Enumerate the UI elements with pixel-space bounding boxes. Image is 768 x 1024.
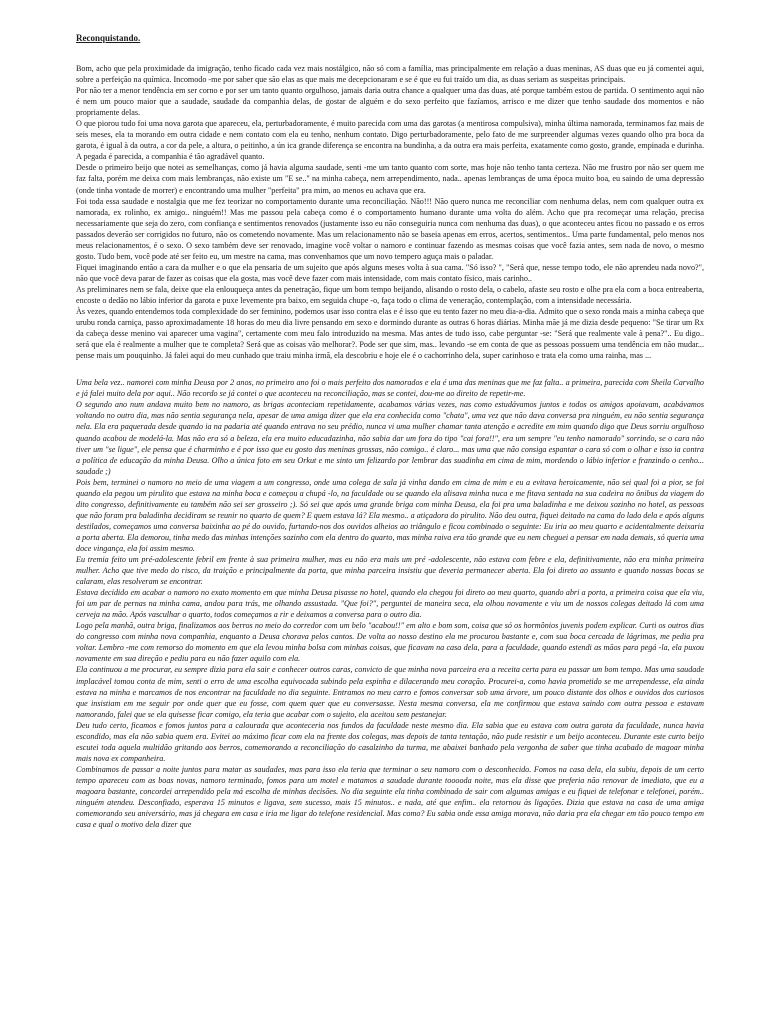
paragraph: Estava decidido em acabar o namoro no exato momento em que minha Deusa pisasse no hotel, quando ela chegou foi direto ao meu quarto, quando abri a porta, a primeira coisa que ela viu, foi um par de pernas na minha cama, andou para trás, me olhando assustada. "Que foi?", perguntei de maneira seca, ela olhou novamente e viu um de nossos colegas deitado lá com uma cerveja na mão. Após vasculhar o quarto, todos começamos a rir e deixamos a conversa para o outro dia. [76, 588, 704, 620]
section-1 [76, 63, 704, 361]
section-2 [76, 377, 704, 830]
paragraph: Foi toda essa saudade e nostalgia que me fez teorizar no comportamento durante uma reconciliação. Não!!! Não quero nunca me reconciliar com nenhuma delas, nem com qualquer outra ex namorada, ex rolinho, ex amigo.. ninguém!! Mas me passou pela cabeça como é o comportamento humano durante uma volta do além. Acho que pra recomeçar uma relação, precisa necessariamente que seja do zero, com confiança e sentimentos renovados (justamente isso eu não conseguiria nunca com nenhuma das duas), o que aconteceu antes ficou no passado e os erros passados deverão ser corrigidos no futuro, não os cometendo novamente. Mas um relacionamento não se baseia apenas em erros, acertos, sentimentos.. Uma parte fundamental, pelo menos nos meus relacionamentos, é o sexo. O sexo também deve ser renovado, imagine você voltar o namoro e continuar fazendo as mesmas coisas que você fazia antes, sem nada de novo, o mesmo gosto. Tudo bem, você pode até ser feito eu, um mestre na cama, mas convenhamos que um novo tempero aguça mais o paladar. [76, 196, 704, 261]
section-spacer [76, 361, 704, 377]
paragraph: Ela continuou a me procurar, eu sempre dizia para ela sair e conhecer outros caras, convicto de que minha nova parceira era a receita certa para eu passar um bom tempo. Mas uma saudade implacável tomou conta de mim, senti o erro de uma escolha equivocada subindo pela espinha e dilacerando meu coração. Procurei-a, como havia prometido se me arrependesse, ela ainda estava na minha e marcamos de nos encontrar na faculdade no dia seguinte. Entramos no meu carro e fomos conversar sob uma árvore, um pouco distante dos olhos e ouvidos dos curiosos que insistiam em me seguir por onde quer que eu fosse, com quem quer que eu conversasse. Nesta mesma conversa, ela me confirmou que estava saindo com outra pessoa e estavam namorando, falei que se ela quisesse ficar comigo, ela teria que acabar com o sujeito, ela aceitou sem pestanejar. [76, 665, 704, 719]
paragraph: Por não ter a menor tendência em ser corno e por ser um tanto quanto orgulhoso, jamais daria outra chance a qualquer uma das duas, até porque também estou de partida. O sentimento aqui não é nem um pouco maior que a saudade, saudade da companhia delas, de gostar de alguém e do sexo perfeito que fazíamos, arrisco e me dizer que tenho saudade dos momentos e não propriamente delas. [76, 86, 704, 118]
paragraph: Fiquei imaginando então a cara da mulher e o que ela pensaria de um sujeito que após alguns meses volta à sua cama. "Só isso? ", "Será que, nesse tempo todo, ele não aprendeu nada novo?", não que você deva parar de fazer as coisas que ela gosta, mas você deve fazer com mais intensidade, com mais contato físico, mais carinho.. [76, 262, 704, 283]
paragraph: Uma bela vez.. namorei com minha Deusa por 2 anos, no primeiro ano foi o mais perfeito dos namorados e ela é uma das meninas que me faz falta.. a primeira, parecida com Sheila Carvalho e já falei muito dela por aqui.. Não recordo se já contei o que aconteceu na reconciliação, mas se contei, dou-me ao direito de repetir-me. [76, 378, 704, 399]
paragraph: Às vezes, quando entendemos toda complexidade do ser feminino, podemos usar isso contra elas e é isso que eu tento fazer no meu dia-a-dia. Admito que o sexo ronda mais a minha cabeça que urubu ronda carniça, passo aproximadamente 18 horas do meu dia livre pensando em sexo e dormindo durante as outras 6 horas diárias. Minha mãe já me dizia desde pequeno: "Se tirar um Rx da cabeça desse menino vai aparecer uma vagina", certamente com meu falo introduzido na mesma. Mas antes de tudo isso, cabe perguntar -se: "Será que realmente vale à pena?".. Eu digo.. será que ela é realmente a mulher que te completa? Será que as coisas vão melhorar?. Pode ser que sim, mas.. levando -se em conta de que as pessoas possuem uma tendência em não mudar... pense mais um pouquinho. Já falei aqui do meu cunhado que traiu minha irmã, ela descobriu e hoje ele é o cachorrinho dela, super carinhoso e trata ela como uma rainha, mas ... [76, 307, 704, 361]
paragraph: Deu tudo certo, ficamos e fomos juntos para a calourada que aconteceria nos fundos da faculdade neste mesmo dia. Ela sabia que eu estava com outra garota da faculdade, nunca havia escondido, mas ela não sabia quem era. Evitei ao máximo ficar com ela na frente dos colegas, mas depois de tanta tentação, não pude resistir e um beijo aconteceu. Durante este curto beijo escutei toda aquela multidão gritando aos berros, comemorando a reconciliação do casalzinho da turma, me abaixei banhado pela vergonha de saber que tinha acabado de magoar minha mais nova ex companheira. [76, 720, 704, 763]
paragraph: Combinamos de passar a noite juntos para matar as saudades, mas para isso ela teria que terminar o seu namoro com o desconhecido. Fomos na casa dela, ela subiu, depois de um certo tempo apareceu com as boas novas, namoro terminado, fomos para um motel e matamos a saudade durante tooooda noite, mas ela disse que preferia não renovar de imediato, que eu a magoara bastante, concordei arrependido pela má escolha de minhas decisões. No dia seguinte ela tinha combinado de sair com algumas amigas e eu fiquei de telefonar e telefonei, porém.. ninguém atendeu. Desconfiado, esperava 15 minutos e ligava, sem sucesso, mais 15 minutos.. e nada, até que enfim.. ela retornou às ligações. Dizia que estava na casa de uma amiga comemorando seu aniversário, mas já chegara em casa e iria me ligar do telefone residencial. Mas como? Eu sabia onde essa amiga morava, não daria pra ela chegar em tão pouco tempo em casa e qual o motivo dela dizer que [76, 764, 704, 830]
paragraph: Bom, acho que pela proximidade da imigração, tenho ficado cada vez mais nostálgico, não só com a família, mas principalmente em relação a duas meninas, AS duas que eu já comentei aqui, sobre a perfeição na química. Incomodo -me por saber que são elas as que mais me decepcionaram e se é que eu fui traído um dia, as duas seriam as suspeitas principais. [76, 64, 704, 85]
paragraph: Pois bem, terminei o namoro no meio de uma viagem a um congresso, onde uma colega de sala já vinha dando em cima de mim e eu a evitava heroicamente, não sei qual foi a pior, se foi quando ela pegou um pirulito que estava na minha boca e começou a chupá -lo, na faculdade ou se quando ela alisava minha nuca e me fitava sentada na sua cadeira no ônibus da viagem do dito congresso, definitivamente eu também não sei ser grosseiro ;). Só sei que após uma grande briga com minha Deusa, ela foi pra uma baladinha e me deixou sozinho no hotel, as pessoas que não foram pra baladinha decidiram se reunir no quarto de quem? E quem estava lá? Ela mesmo.. a atiçadora do pirulito. Não deu outra, fiquei deitado na cama do lado dela e após alguns destilados, começamos uma conversa baixinha ao pé do ouvido, furtando-nos dos ouvidos alheios ao triângulo e ficou combinado o seguinte: Eu iria ao meu quarto e acidentalmente deixaria a porta aberta. Ela demorou, tinha medo das minhas intenções sozinho com ela dentro do quarto, mas minha raiva era tão grande que eu nem cheguei a pensar em nada demais, só queria uma doce vingança, ela foi assim mesmo. [76, 477, 704, 553]
document-title: Reconquistando. [76, 33, 141, 43]
paragraph: Logo pela manhã, outra briga, finalizamos aos berros no meio do corredor com um belo "acabou!!" em alto e bom som, coisa que só os hormônios juvenis podem explicar. Curti os outros dias do congresso com minha nova companhia, enquanto a Deusa chorava pelos cantos. De volta ao nosso destino ela me procurou bastante e, com sua boca cercada de lágrimas, me pedia pra voltar. Lembro -me com remorso do momento em que ela levou minha bolsa com minhas coisas, que ficavam na casa dela, para a faculdade, quando estendi as mãos para pegá -la, ela puxou novamente em sua direção e pediu para eu não fazer aquilo com ela. [76, 621, 704, 664]
paragraph: O segundo ano num andava muito bem no namoro, as brigas aconteciam repetidamente, acabamos várias vezes, nas como estudávamos juntos e todos os amigos apoiavam, acabávamos voltando no outro dia, mas não sentia segurança nela, apesar de uma amiga dizer que ela era conhecida como "chata", uma vez que não dava conversa pra ninguém, eu não sentia segurança nela. Ela era paquerada desde quando ia na padaria até quando entrava no seu prédio, nunca vi uma mulher chamar tanta atenção e acredite em mim quando digo que Deus sorriu orgulhoso quando acabou de modelá-la. Mas não era só a beleza, ela era muito educadazinha, não sabia dar um fora do tipo "cai fora!!", era um sempre "eu tenho namorado" sorrindo, se o cara não tiver um "se ligue", ele pensa que é charminho e é por isso que eu gosto das meninas grossas, não comigo.. é claro... mas uma que não consiga espantar o cara só com o olhar e isso ia contra a política de educação da minha Deusa. Olho a única foto em seu Orkut e me sinto um felizardo por lembrar das suadinha em cima de mim, mordendo o lábio inferior e franzindo o cenho... saudade ;) [76, 400, 704, 476]
paragraph: Desde o primeiro beijo que notei as semelhanças, como já havia alguma saudade, senti -me um tanto quanto com sorte, mas hoje não tenho tanta certeza. Não me frustro por não ser quem me faz falta, porém me deixa com mais lembranças, não existe um "E se.." na minha cabeça, nem arrependimento, nada.. apenas lembranças de uma época muito boa, eu saindo de uma depressão (onde tinha vontade de morrer) e encontrando uma mulher "perfeita" pra mim, ao menos eu achava que era. [76, 163, 704, 195]
paragraph: O que piorou tudo foi uma nova garota que apareceu, ela, perturbadoramente, é muito parecida com uma das garotas (a mentirosa compulsiva), minha última namorada, terminamos faz mais de seis meses, ela ta morando em outra cidade e nem contato com ela eu tenho, nenhum contato. Digo perturbadoramente, pelo fato de me surpreender algumas vezes quando olho pra boca da garota, é igual à da outra, a cor da pele, a altura, o peitinho, a ún ica grande diferença se encontra na bundinha, a da outra era mais perfeita, exatamente como gosto, grande, empinada e durinha. A pegada é parecida, a companhia é tão agradável quanto. [76, 119, 704, 162]
paragraph: As preliminares nem se fala, deixe que ela enlouqueça antes da penetração, fique um bom tempo beijando, alisando o rosto dela, o cabelo, afaste seu rosto e olhe pra ela com a boca entreaberta, encoste o dedão no lábio inferior da garota e puxe levemente pra baixo, em seguida chupe -o, faça todo o clima de veneração, contemplação, com a intensidade necessária. [76, 284, 704, 305]
paragraph: Eu tremia feito um pré-adolescente febril em frente à sua primeira mulher, mas eu não era mais um pré -adolescente, não estava com febre e ela, definitivamente, não era minha primeira mulher. Acho que tive medo do risco, da traição e principalmente da porta, que minha parceira insistiu que deveria permanecer aberta. Ela foi direto ao assunto e quando nossas bocas se calaram, elas resolveram se encontrar. [76, 555, 704, 587]
